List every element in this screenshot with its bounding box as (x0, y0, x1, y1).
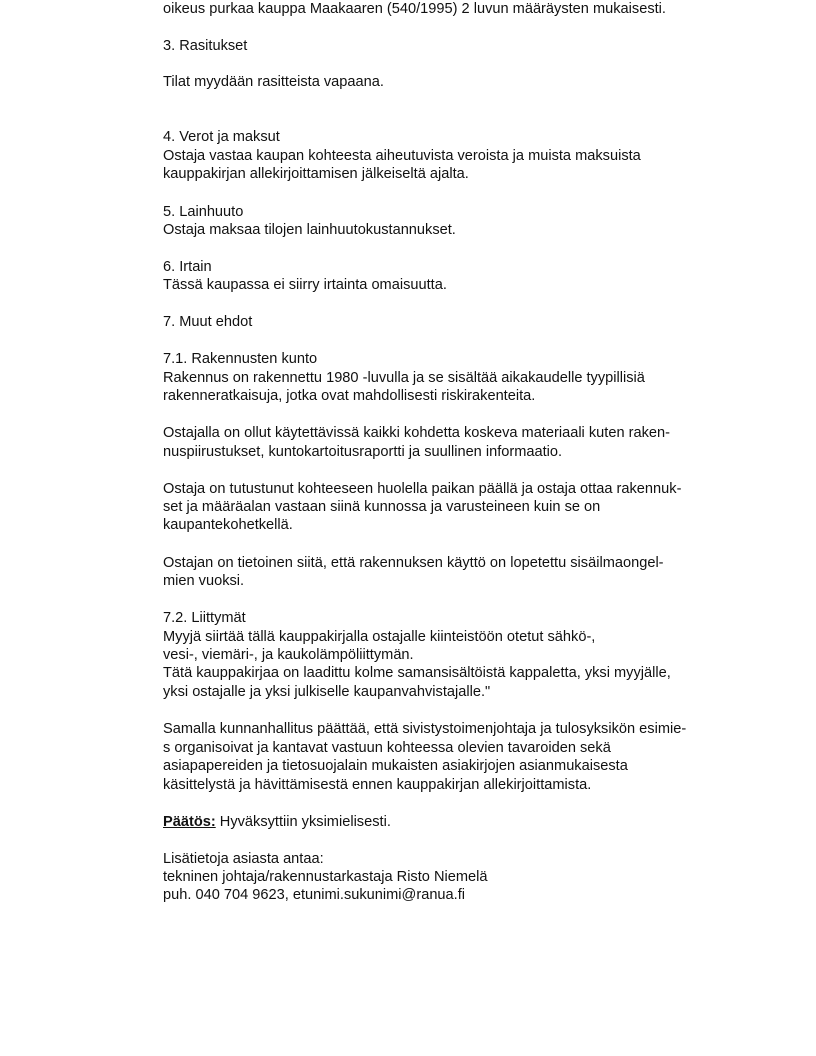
paragraph-line: Ostajalla on ollut käytettävissä kaikki kohdetta koskeva materiaali kuten raken- (163, 425, 670, 441)
contact-line: Lisätietoja asiasta antaa: (163, 851, 324, 867)
paragraph-line: Samalla kunnanhallitus päättää, että sivistystoimenjohtaja ja tulosyksikön esimie- (163, 721, 687, 737)
section-heading: 3. Rasitukset (163, 38, 248, 54)
paragraph-line: Ostaja maksaa tilojen lainhuutokustannukset. (163, 222, 456, 238)
decision-text: Hyväksyttiin yksimielisesti. (215, 814, 391, 830)
paragraph-line: Tässä kaupassa ei siirry irtainta omaisuutta. (163, 277, 447, 293)
section-heading: 7. Muut ehdot (163, 314, 253, 330)
paragraph-line: vesi-, viemäri-, ja kaukolämpöliittymän. (163, 647, 414, 663)
paragraph-line: käsittelystä ja hävittämisestä ennen kauppakirjan allekirjoittamista. (163, 777, 592, 793)
section-heading: 6. Irtain (163, 259, 212, 275)
paragraph-line: set ja määräalan vastaan siinä kunnossa ja varusteineen kuin se on (163, 499, 601, 515)
paragraph-line: Ostaja on tutustunut kohteeseen huolella paikan päällä ja ostaja ottaa rakennuk- (163, 481, 682, 497)
paragraph-line: oikeus purkaa kauppa Maakaaren (540/1995) 2 luvun määräysten mukaisesti. (163, 1, 666, 17)
paragraph-line: Tätä kauppakirjaa on laadittu kolme samansisältöistä kappaletta, yksi myyjälle, (163, 665, 671, 681)
paragraph-line: Ostajan on tietoinen siitä, että rakennuksen käyttö on lopetettu sisäilmaongel- (163, 555, 664, 571)
paragraph-line: Tilat myydään rasitteista vapaana. (163, 74, 384, 90)
paragraph-line: Myyjä siirtää tällä kauppakirjalla ostajalle kiinteistöön otetut sähkö-, (163, 629, 596, 645)
section-heading: 5. Lainhuuto (163, 204, 244, 220)
contact-line: puh. 040 704 9623, etunimi.sukunimi@ranua.fi (163, 887, 466, 903)
paragraph-line: s organisoivat ja kantavat vastuun kohteessa olevien tavaroiden sekä (163, 740, 611, 756)
paragraph-line: mien vuoksi. (163, 573, 245, 589)
decision-line (163, 813, 391, 831)
paragraph-line: Ostaja vastaa kaupan kohteesta aiheutuvista veroista ja muista maksuista (163, 148, 641, 164)
section-heading: 7.1. Rakennusten kunto (163, 351, 318, 367)
paragraph-line: nuspiirustukset, kuntokartoitusraportti ja suullinen informaatio. (163, 444, 563, 460)
decision-label: Päätös: (163, 814, 216, 830)
contact-line: tekninen johtaja/rakennustarkastaja Risto Niemelä (163, 869, 488, 885)
paragraph-line: kaupantekohetkellä. (163, 517, 293, 533)
paragraph-line: rakenneratkaisuja, jotka ovat mahdollisesti riskirakenteita. (163, 388, 536, 404)
paragraph-line: kauppakirjan allekirjoittamisen jälkeiseltä ajalta. (163, 166, 469, 182)
section-heading: 4. Verot ja maksut (163, 129, 280, 145)
paragraph-line: Rakennus on rakennettu 1980 -luvulla ja se sisältää aikakaudelle tyypillisiä (163, 370, 645, 386)
section-heading: 7.2. Liittymät (163, 610, 246, 626)
paragraph-line: yksi ostajalle ja yksi julkiselle kaupanvahvistajalle." (163, 684, 491, 700)
paragraph-line: asiapapereiden ja tietosuojalain mukaisten asiakirjojen asianmukaisesta (163, 758, 628, 774)
